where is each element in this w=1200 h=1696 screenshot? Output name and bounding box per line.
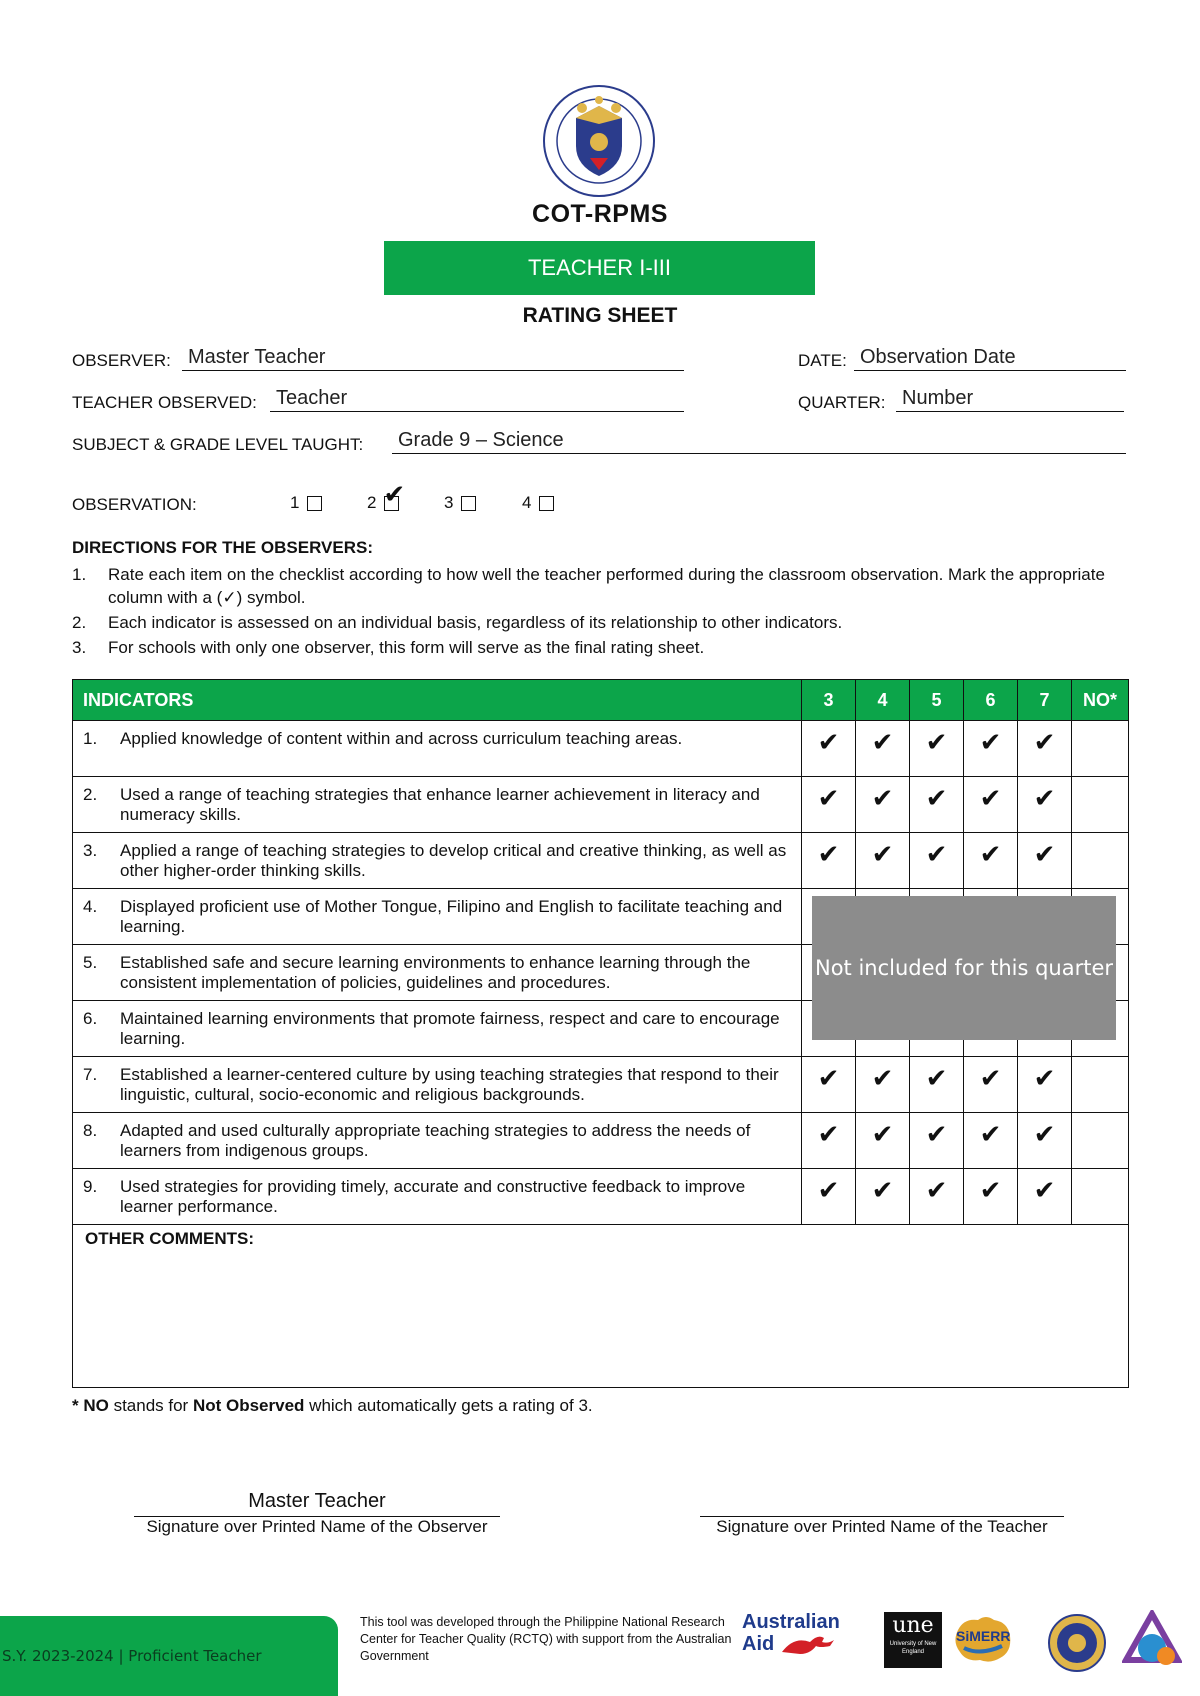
check-icon: ✔ <box>979 1063 1002 1093</box>
check-icon: ✔ <box>1033 1119 1056 1149</box>
footer-credit: This tool was developed through the Philippine National Research Center for Teacher Quality (RCTQ) with support from the Australian Government <box>360 1615 732 1663</box>
indicator-text: Applied a range of teaching strategies to develop critical and creative thinking, as well as other higher-order thinking skills. <box>120 841 787 880</box>
column-header-7: 7 <box>1018 680 1072 721</box>
footnote-no: NO <box>83 1396 109 1415</box>
checkbox-icon <box>307 496 322 511</box>
checkbox-icon <box>461 496 476 511</box>
check-icon: ✔ <box>817 783 840 813</box>
observation-option-1[interactable] <box>290 493 322 513</box>
rating-cell-no[interactable] <box>1072 1169 1129 1225</box>
indicator-number: 6. <box>83 1009 98 1028</box>
directions-heading: DIRECTIONS FOR THE OBSERVERS: <box>72 538 373 557</box>
rating-cell-3[interactable] <box>802 833 856 889</box>
column-header-no: NO* <box>1072 680 1129 721</box>
rating-cell-4[interactable] <box>856 833 910 889</box>
australian-aid-text-2: Aid <box>742 1633 775 1655</box>
check-icon: ✔ <box>1033 783 1056 813</box>
rating-cell-no[interactable] <box>1072 777 1129 833</box>
table-row <box>73 721 1129 777</box>
column-header-5: 5 <box>910 680 964 721</box>
footnote-middle: stands for <box>108 1396 193 1415</box>
teacher-signature-label: Signature over Printed Name of the Teacher <box>716 1517 1048 1536</box>
indicator-cell <box>73 777 802 833</box>
rating-cell-7[interactable] <box>1018 1169 1072 1225</box>
check-icon: ✔ <box>871 1175 894 1205</box>
rating-cell-7[interactable] <box>1018 777 1072 833</box>
quarter-label: QUARTER: <box>798 393 886 412</box>
rating-cell-4[interactable] <box>856 721 910 777</box>
column-header-6: 6 <box>964 680 1018 721</box>
check-icon: ✔ <box>871 1063 894 1093</box>
table-row <box>73 1057 1129 1113</box>
check-icon: ✔ <box>979 1119 1002 1149</box>
column-header-indicators: INDICATORS <box>73 680 802 721</box>
indicator-number: 8. <box>83 1121 98 1140</box>
rating-cell-3[interactable] <box>802 1169 856 1225</box>
australian-aid-logo <box>742 1612 862 1668</box>
indicator-cell <box>73 1113 802 1169</box>
check-icon: ✔ <box>817 839 840 869</box>
footnote-suffix: which automatically gets a rating of 3. <box>304 1396 593 1415</box>
rating-cell-4[interactable] <box>856 1169 910 1225</box>
deped-seal-small-logo <box>1048 1614 1106 1672</box>
indicator-number: 4. <box>83 897 98 916</box>
rctq-logo <box>1122 1610 1182 1674</box>
check-icon: ✔ <box>925 727 948 757</box>
footer-tag-text: S.Y. 2023-2024 | Proficient Teacher <box>2 1647 262 1665</box>
rating-cell-6[interactable] <box>964 1113 1018 1169</box>
subject-label: SUBJECT & GRADE LEVEL TAUGHT: <box>72 435 364 454</box>
check-icon: ✔ <box>817 727 840 757</box>
check-icon: ✔ <box>925 839 948 869</box>
subject-value: Grade 9 – Science <box>398 429 564 451</box>
footnote <box>72 1396 593 1416</box>
observer-field[interactable] <box>182 344 684 371</box>
check-icon: ✔ <box>871 1119 894 1149</box>
table-row <box>73 1169 1129 1225</box>
date-label: DATE: <box>798 351 847 370</box>
check-icon: ✔ <box>1033 839 1056 869</box>
rating-cell-no[interactable] <box>1072 721 1129 777</box>
observation-number: 2 <box>367 493 377 512</box>
observer-value: Master Teacher <box>188 346 326 368</box>
indicator-cell <box>73 833 802 889</box>
indicator-number: 9. <box>83 1177 98 1196</box>
australian-aid-text-1: Australian <box>742 1611 840 1633</box>
indicator-number: 3. <box>83 841 98 860</box>
observation-label: OBSERVATION: <box>72 495 197 514</box>
comments-label: OTHER COMMENTS: <box>85 1229 255 1248</box>
check-icon: ✔ <box>925 783 948 813</box>
teacher-level-banner: TEACHER I-III <box>384 241 815 295</box>
direction-number: 2. <box>72 613 87 632</box>
check-icon: ✔ <box>871 839 894 869</box>
rating-cell-5[interactable] <box>910 1169 964 1225</box>
check-icon: ✔ <box>383 478 406 509</box>
indicator-text: Displayed proficient use of Mother Tongue, Filipino and English to facilitate teaching and learning. <box>120 897 783 936</box>
quarter-value: Number <box>902 387 974 409</box>
observer-label: OBSERVER: <box>72 351 171 370</box>
rating-cell-7[interactable] <box>1018 833 1072 889</box>
rating-cell-5[interactable] <box>910 777 964 833</box>
indicator-cell <box>73 945 802 1001</box>
footer-tag <box>0 1616 338 1696</box>
rating-cell-3[interactable] <box>802 721 856 777</box>
teacher-observed-value: Teacher <box>276 387 348 409</box>
une-logo-subtext: University of New England <box>889 1641 937 1655</box>
teacher-observed-field[interactable] <box>270 385 684 412</box>
page-title: COT-RPMS <box>532 200 668 228</box>
indicator-text: Established safe and secure learning environments to enhance learning through the consistent implementation of policies, guidelines and procedures. <box>120 953 751 992</box>
observation-number: 1 <box>290 493 300 512</box>
observation-option-2[interactable] <box>367 478 406 513</box>
indicator-number: 7. <box>83 1065 98 1084</box>
indicator-cell <box>73 1001 802 1057</box>
check-icon: ✔ <box>817 1119 840 1149</box>
indicator-cell <box>73 889 802 945</box>
table-row <box>73 833 1129 889</box>
rating-cell-5[interactable] <box>910 1113 964 1169</box>
check-icon: ✔ <box>979 1175 1002 1205</box>
check-icon: ✔ <box>925 1119 948 1149</box>
simerr-logo <box>950 1612 1016 1668</box>
footnote-prefix: * <box>72 1396 84 1415</box>
table-header-row <box>73 680 1129 721</box>
rating-cell-6[interactable] <box>964 721 1018 777</box>
deped-seal-logo <box>542 84 656 198</box>
indicator-cell <box>73 721 802 777</box>
check-icon: ✔ <box>817 1063 840 1093</box>
check-icon: ✔ <box>871 783 894 813</box>
footnote-not-observed: Not Observed <box>192 1396 305 1415</box>
table-row <box>73 777 1129 833</box>
kangaroo-icon <box>780 1632 836 1656</box>
subject-field[interactable] <box>392 427 1126 454</box>
checkbox-icon <box>539 496 554 511</box>
rating-cell-3[interactable] <box>802 1057 856 1113</box>
observation-option-4[interactable] <box>522 493 554 513</box>
indicator-text: Maintained learning environments that promote fairness, respect and care to encourage learning. <box>120 1009 780 1048</box>
indicator-text: Used a range of teaching strategies that enhance learner achievement in literacy and numeracy skills. <box>120 785 760 824</box>
indicator-cell <box>73 1169 802 1225</box>
check-icon: ✔ <box>1033 1063 1056 1093</box>
indicator-text: Established a learner-centered culture by using teaching strategies that respond to their linguistic, cultural, socio-economic and religious backgrounds. <box>120 1065 779 1104</box>
une-logo <box>884 1612 942 1668</box>
rating-cell-5[interactable] <box>910 1057 964 1113</box>
quarter-field[interactable] <box>896 385 1124 412</box>
rating-cell-6[interactable] <box>964 1169 1018 1225</box>
rating-cell-7[interactable] <box>1018 1057 1072 1113</box>
direction-number: 1. <box>72 565 87 584</box>
observer-printed-name: Master Teacher <box>248 1490 386 1512</box>
simerr-logo-text: SiMERR <box>956 1628 1011 1644</box>
observation-number: 3 <box>444 493 454 512</box>
direction-number: 3. <box>72 638 87 657</box>
check-icon: ✔ <box>979 727 1002 757</box>
rating-cell-6[interactable] <box>964 777 1018 833</box>
table-row <box>73 1113 1129 1169</box>
check-icon: ✔ <box>817 1175 840 1205</box>
check-icon: ✔ <box>979 783 1002 813</box>
comments-row <box>73 1225 1129 1388</box>
rating-cell-3[interactable] <box>802 1113 856 1169</box>
direction-text: Each indicator is assessed on an individual basis, regardless of its relationship to other indicators. <box>108 613 843 632</box>
rating-cell-4[interactable] <box>856 1057 910 1113</box>
une-logo-text: une <box>892 1613 934 1638</box>
teacher-observed-label: TEACHER OBSERVED: <box>72 393 257 412</box>
observation-number: 4 <box>522 493 532 512</box>
indicator-number: 5. <box>83 953 98 972</box>
observer-signature-block <box>134 1490 500 1537</box>
rating-cell-3[interactable] <box>802 777 856 833</box>
rating-cell-no[interactable] <box>1072 833 1129 889</box>
indicator-text: Adapted and used culturally appropriate teaching strategies to address the needs of learners from indigenous groups. <box>120 1121 751 1160</box>
page-subtitle: RATING SHEET <box>522 304 678 327</box>
observation-option-3[interactable] <box>444 493 476 513</box>
rating-cell-4[interactable] <box>856 1113 910 1169</box>
rating-cell-7[interactable] <box>1018 721 1072 777</box>
not-included-overlay: Not included for this quarter <box>812 896 1116 1040</box>
check-icon: ✔ <box>925 1063 948 1093</box>
check-icon: ✔ <box>979 839 1002 869</box>
indicator-number: 1. <box>83 729 98 748</box>
teacher-signature-block <box>700 1490 1064 1537</box>
direction-text: Rate each item on the checklist according to how well the teacher performed during the classroom observation. Mark the appropriate column with a (✓) symbol. <box>108 565 1105 607</box>
comments-cell[interactable] <box>73 1225 1129 1388</box>
check-icon: ✔ <box>1033 727 1056 757</box>
direction-text: For schools with only one observer, this form will serve as the final rating sheet. <box>108 638 705 657</box>
column-header-4: 4 <box>856 680 910 721</box>
indicator-number: 2. <box>83 785 98 804</box>
check-icon: ✔ <box>1033 1175 1056 1205</box>
checkbox-icon <box>383 478 406 511</box>
rating-cell-4[interactable] <box>856 777 910 833</box>
observer-signature-label: Signature over Printed Name of the Observer <box>146 1517 488 1536</box>
check-icon: ✔ <box>925 1175 948 1205</box>
teacher-printed-name <box>700 1490 1064 1516</box>
rating-cell-5[interactable] <box>910 721 964 777</box>
rating-cell-7[interactable] <box>1018 1113 1072 1169</box>
rating-cell-5[interactable] <box>910 833 964 889</box>
indicator-text: Applied knowledge of content within and across curriculum teaching areas. <box>120 729 683 748</box>
rating-cell-6[interactable] <box>964 833 1018 889</box>
indicator-text: Used strategies for providing timely, accurate and constructive feedback to improve learner performance. <box>120 1177 746 1216</box>
date-value: Observation Date <box>860 346 1016 368</box>
date-field[interactable] <box>854 344 1126 371</box>
rating-cell-no[interactable] <box>1072 1113 1129 1169</box>
check-icon: ✔ <box>871 727 894 757</box>
indicator-cell <box>73 1057 802 1113</box>
rating-cell-no[interactable] <box>1072 1057 1129 1113</box>
column-header-3: 3 <box>802 680 856 721</box>
rating-cell-6[interactable] <box>964 1057 1018 1113</box>
